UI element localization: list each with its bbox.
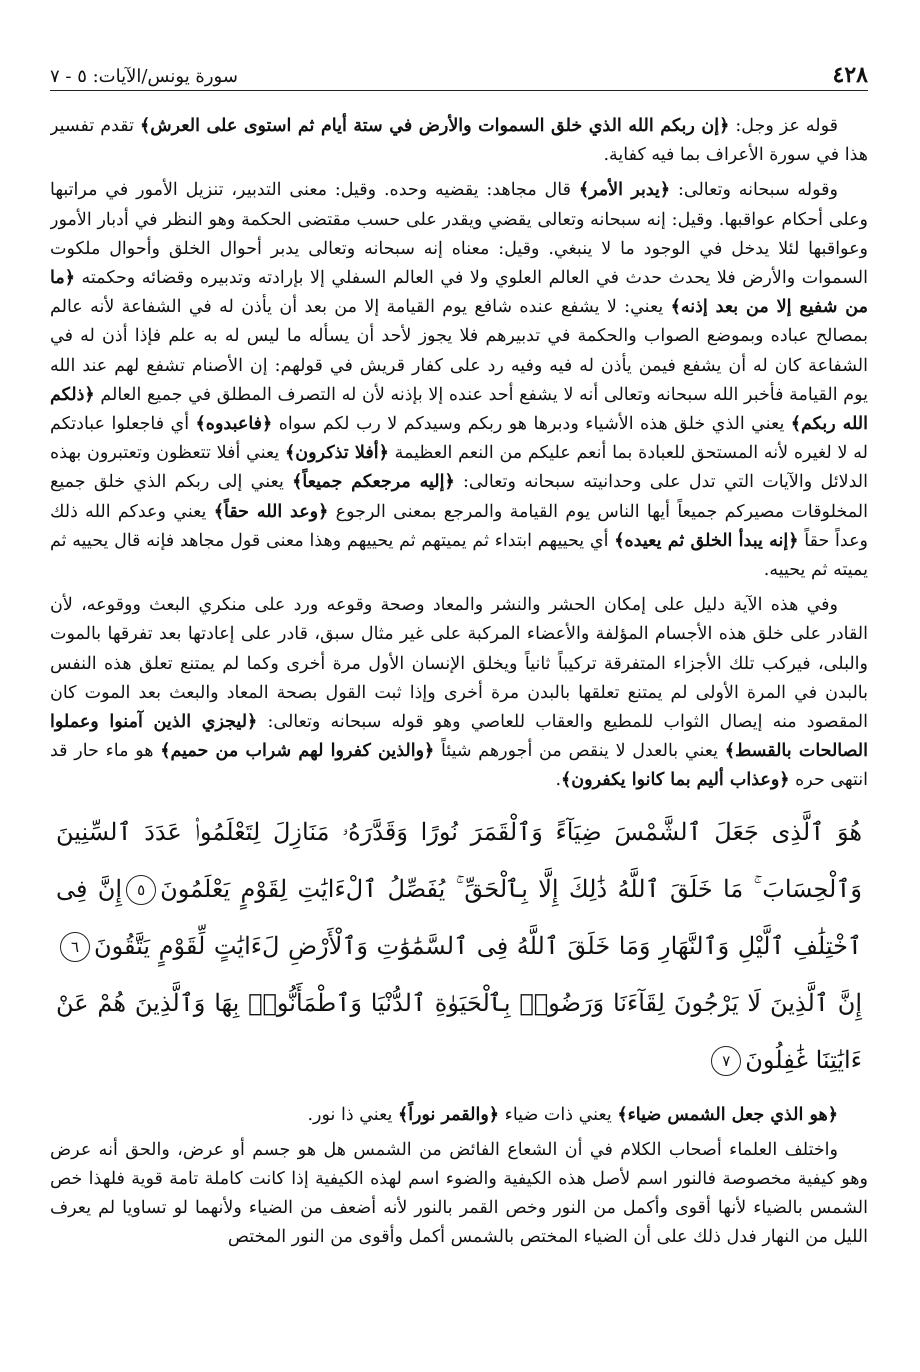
- quran-quote: ﴿وعد الله حقاً﴾: [213, 501, 329, 522]
- quran-verse-block: [56, 804, 862, 1089]
- ayah-number-marker: ٥: [126, 875, 156, 905]
- quran-quote: ﴿فاعبدوه﴾: [195, 414, 273, 435]
- text: يعني بالعدل لا ينقص من أجورهم شيئاً: [434, 741, 725, 762]
- text: وقوله سبحانه وتعالى:: [670, 180, 838, 201]
- quran-quote: ﴿أفلا تذكرون﴾: [285, 443, 389, 464]
- paragraph-5: [50, 1136, 868, 1253]
- page-header: [50, 60, 868, 91]
- text: أي فاجعلوا عبادتكم له لا لغيره لأنه المستحق للعبادة بما أنعم عليكم من النعم العظيمة: [50, 414, 868, 464]
- text: هو ماء حار قد انتهى حره: [50, 741, 868, 791]
- text: يعني وعدكم الله ذلك وعداً حقاً: [50, 501, 868, 551]
- text: يعني ذات ضياء: [499, 1104, 618, 1125]
- quran-quote: ﴿والقمر نوراً﴾: [397, 1104, 500, 1125]
- paragraph-3: [50, 591, 868, 795]
- quran-quote: ﴿ما من شفيع إلا من بعد إذنه﴾: [50, 268, 868, 318]
- text: قال مجاهد: يقضيه وحده. وقيل: معنى التدبير، تنزيل الأمور في مراتبها وعلى أحكام عواقبها. وقيل: إنه سبحانه وتعالى يقضي ويقدر على حسب مقتضى الحكمة وهو النظر في أدبار الأمور وعواقبها لئلا يدخل في الوجود ما لا ينبغي. وقيل: معناه إنه سبحانه وتعالى يدبر أحوال الخلق وأحوال ملكوت السموات والأرض فلا يحدث حدث في العالم العلوي ولا في العالم السفلي إلا بإرادته وتدبيره وقضائه وحكمته: [50, 180, 868, 289]
- quran-quote: ﴿إليه مرجعكم جميعاً﴾: [292, 472, 455, 493]
- quran-quote: ﴿ليجزي الذين آمنوا وعملوا الصالحات بالقسط﴾: [50, 712, 868, 762]
- text: يعني أفلا تتعظون وتعتبرون بهذه الدلائل والآيات التي تدل على وحدانيته سبحانه وتعالى:: [50, 443, 868, 493]
- surah-title: سورة يونس/الآيات: ٥ - ٧: [50, 66, 238, 87]
- ayah-number-marker: ٧: [711, 1046, 741, 1076]
- verse-text: إِنَّ فِى ٱخْتِلَٰفِ ٱلَّيْلِ وَٱلنَّهَارِ وَمَا خَلَقَ ٱللَّهُ فِى ٱلسَّمَٰوَٰتِ وَٱلْأَرْضِ لَءَايَٰتٍ لِّقَوْمٍ يَتَّقُونَ: [56, 874, 862, 960]
- text: .: [555, 770, 562, 791]
- text: يعني ذا نور.: [307, 1104, 398, 1125]
- quran-quote: ﴿إنه يبدأ الخلق ثم يعيده﴾: [614, 530, 799, 551]
- quran-quote: ﴿والذين كفروا لهم شراب من حميم﴾: [160, 741, 435, 762]
- quran-quote: ﴿إن ربكم الله الذي خلق السموات والأرض في ستة أيام ثم استوى على العرش﴾: [140, 116, 730, 136]
- verse-text: هُوَ ٱلَّذِى جَعَلَ ٱلشَّمْسَ ضِيَآءً وَٱلْقَمَرَ نُورًا وَقَدَّرَهُۥ مَنَازِلَ لِتَعْلَمُوا۟ عَدَدَ ٱلسِّنِينَ وَٱلْحِسَابَ ۚ مَا خَلَقَ ٱللَّهُ ذَٰلِكَ إِلَّا بِٱلْحَقِّ ۚ يُفَصِّلُ ٱلْءَايَٰتِ لِقَوْمٍ يَعْلَمُونَ: [56, 817, 862, 903]
- paragraph-1: [50, 112, 868, 170]
- quran-quote: ﴿ذلكم الله ربكم﴾: [50, 384, 868, 435]
- text: تقدم تفسير هذا في سورة الأعراف بما فيه كفاية.: [50, 116, 868, 166]
- text: يعني إلى ربكم الذي خلق جميع المخلوقات مصيركم جميعاً أيها الناس يوم القيامة والمرجع بمعنى الرجوع: [50, 472, 868, 522]
- text: واختلف العلماء أصحاب الكلام في أن الشعاع الفائض من الشمس هل هو جسم أو عرض، والحق أنه عرض وهو كيفية مخصوصة فالنور اسم لأصل هذه الكيفية والضوء اسم لهذه الكيفية إذا كانت كاملة تامة قوية فلهذا خص الشمس بالضياء لأنها أقوى وأكمل من النور وخص القمر بالنور لأنه أضعف من الضياء ولأنهما لو تساويا لم يعرف الليل من النهار فدل ذلك على أن الضياء المختص بالشمس أكمل وأقوى من النور المختص: [50, 1139, 868, 1248]
- page-body: [50, 112, 868, 1357]
- verse-text: إِنَّ ٱلَّذِينَ لَا يَرْجُونَ لِقَآءَنَا وَرَضُوا۟ بِٱلْحَيَوٰةِ ٱلدُّنْيَا وَٱطْمَأَنُّوا۟ بِهَا وَٱلَّذِينَ هُمْ عَنْ ءَايَٰتِنَا غَٰفِلُونَ: [56, 988, 862, 1074]
- text: يعني الذي خلق هذه الأشياء ودبرها هو ربكم وسيدكم لا رب لكم سواه: [272, 414, 791, 435]
- quran-quote: ﴿يدبر الأمر﴾: [578, 180, 671, 201]
- quran-quote: ﴿وعذاب أليم بما كانوا يكفرون﴾: [561, 770, 790, 791]
- text: وفي هذه الآية دليل على إمكان الحشر والنشر والمعاد وصحة وقوعه ورد على منكري البعث ووقوعه، لأن القادر على خلق هذه الأجسام المؤلفة والأعضاء المركبة على غير مثال سبق، قادر على إعادتها بعد تفرقها بالموت والبلى، فيركب تلك الأجزاء المتفرقة تركيباً ثانياً ويخلق الإنسان الأول مرة أخرى وكما لم يمتنع تعلق هذه النفس بالبدن في المرة الأولى لم يمتنع تعلقها بالبدن مرة أخرى وإذا ثبت القول بصحة المعاد والبعث بعد الموت كان المقصود منه إيصال الثواب للمطيع والعقاب للعاصي وهو قوله سبحانه وتعالى:: [50, 595, 868, 733]
- paragraph-4: [50, 1101, 868, 1130]
- text: قوله عز وجل:: [729, 116, 838, 136]
- text: يعني: لا يشفع عنده شافع يوم القيامة إلا من بعد أن يأذن له في الشفاعة لأنه عالم بمصالح عباده وبموضع الصواب والحكمة في تدبيرهم فلا يجوز لأحد أن يسأله ما ليس له به علم فإذا أذن له في الشفاعة كان له أن يشفع فيمن يأذن له فيه وفيه رد على كفار قريش في قولهم: إن الأصنام تشفع لهم عند الله يوم القيامة فأخبر الله سبحانه وتعالى أنه لا يشفع أحد عنده إلا بإذنه لأن له التصرف المطلق في جميع العالم: [50, 297, 868, 405]
- paragraph-2: [50, 176, 868, 585]
- text: أي يحييهم ابتداء ثم يميتهم ثم يحييهم وهذا معنى قول مجاهد فإنه قال يحييه ثم يميته ثم يحييه.: [50, 530, 868, 581]
- quran-quote: ﴿هو الذي جعل الشمس ضياء﴾: [617, 1104, 838, 1125]
- ayah-number-marker: ٦: [60, 932, 90, 962]
- page-number: ٤٢٨: [832, 62, 868, 88]
